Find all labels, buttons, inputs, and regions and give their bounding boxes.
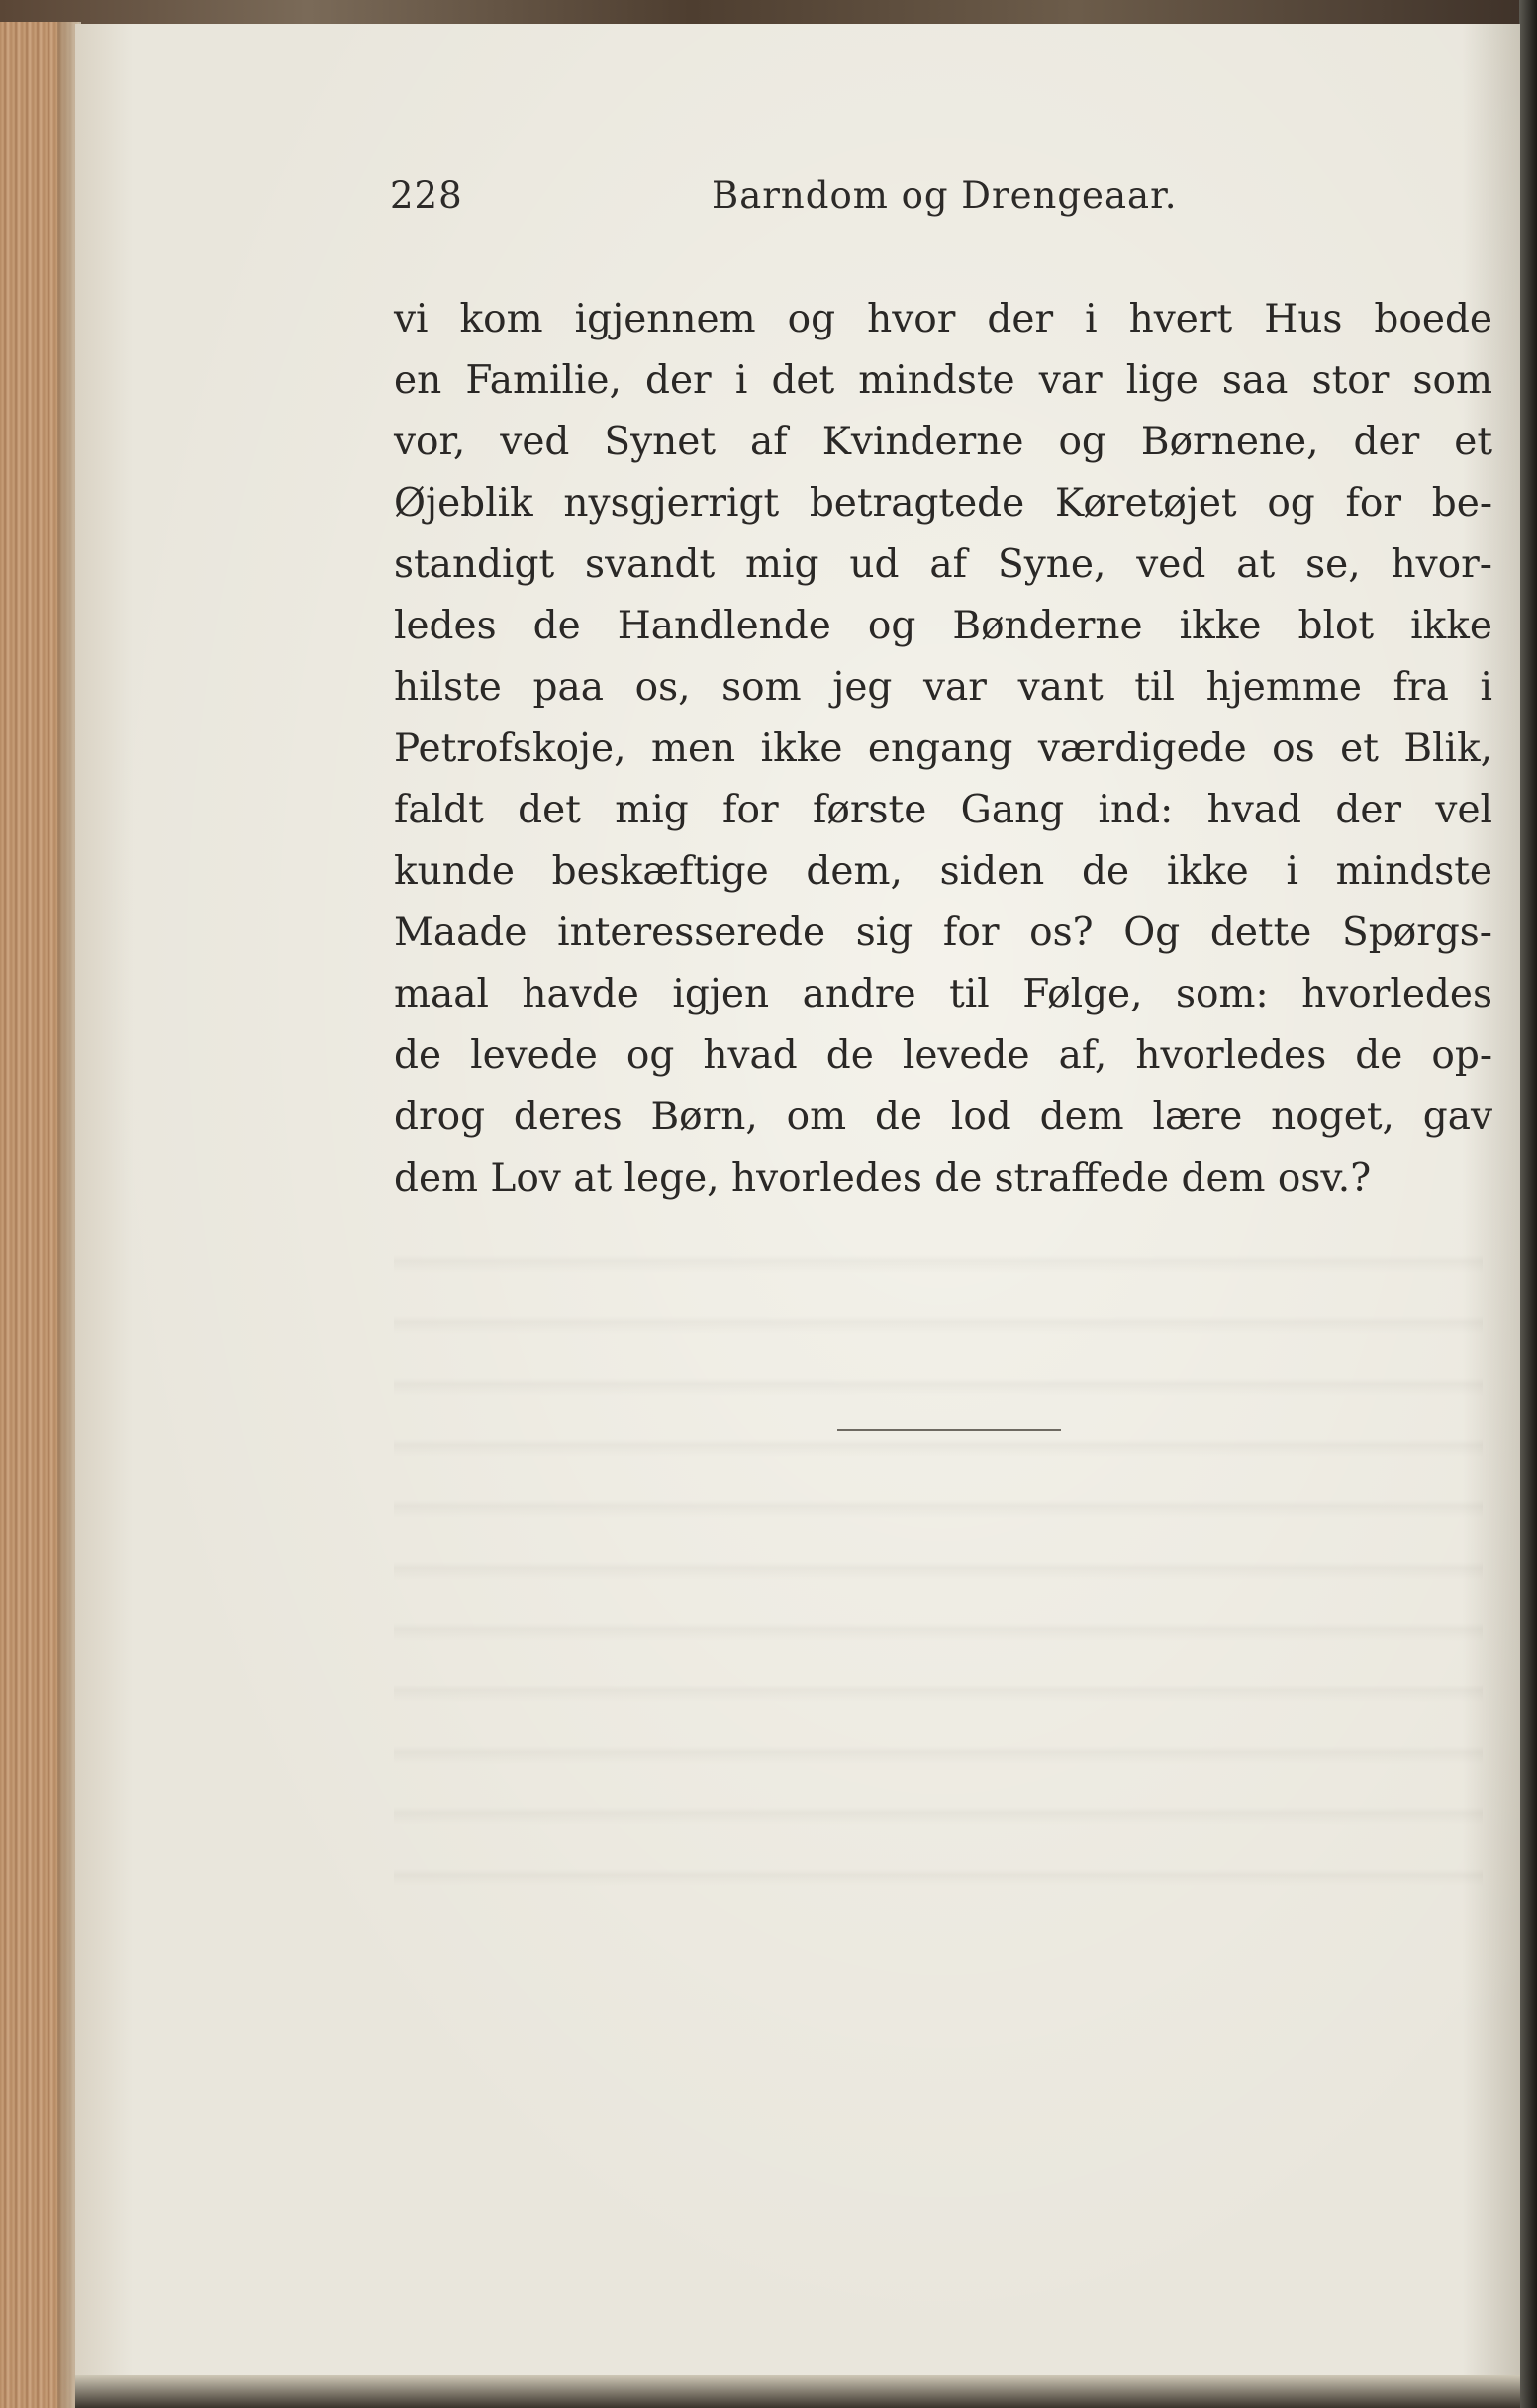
running-title: Barndom og Drengeaar. xyxy=(712,174,1178,217)
text-line: Petrofskoje, men ikke engang værdigede os et Blik, xyxy=(394,726,1492,771)
text-line: vi kom igjennem og hvor der i hvert Hus boede xyxy=(394,297,1492,341)
text-line: ledes de Handlende og Bønderne ikke blot ikke xyxy=(394,604,1492,648)
text-line: drog deres Børn, om de lod dem lære noget, gav xyxy=(394,1095,1492,1139)
body-text xyxy=(394,289,1492,1209)
text-line: kunde beskæftige dem, siden de ikke i mindste xyxy=(394,849,1492,894)
text-line: standigt svandt mig ud af Syne, ved at se, hvor- xyxy=(394,542,1492,587)
book-page xyxy=(75,24,1520,2379)
text-line: hilste paa os, som jeg var vant til hjemme fra i xyxy=(394,665,1492,710)
text-line: faldt det mig for første Gang ind: hvad der vel xyxy=(394,788,1492,832)
text-line: Maade interesserede sig for os? Og dette Spørgs- xyxy=(394,911,1492,955)
text-line: dem Lov at lege, hvorledes de straffede dem osv.? xyxy=(394,1156,1372,1201)
text-line: en Familie, der i det mindste var lige saa stor som xyxy=(394,358,1492,403)
text-line: vor, ved Synet af Kvinderne og Børnene, der et xyxy=(394,420,1492,464)
text-line: de levede og hvad de levede af, hvorledes de op- xyxy=(394,1033,1492,1078)
right-binding-strip xyxy=(1519,0,1537,2408)
page-number: 228 xyxy=(390,174,463,217)
section-end-rule xyxy=(837,1429,1061,1431)
text-line: maal havde igjen andre til Følge, som: hvorledes xyxy=(394,972,1492,1016)
show-through-bleed xyxy=(394,1211,1483,1904)
page-bottom-edge xyxy=(75,2375,1520,2408)
text-line: Øjeblik nysgjerrigt betragtede Køretøjet og for be- xyxy=(394,481,1492,526)
